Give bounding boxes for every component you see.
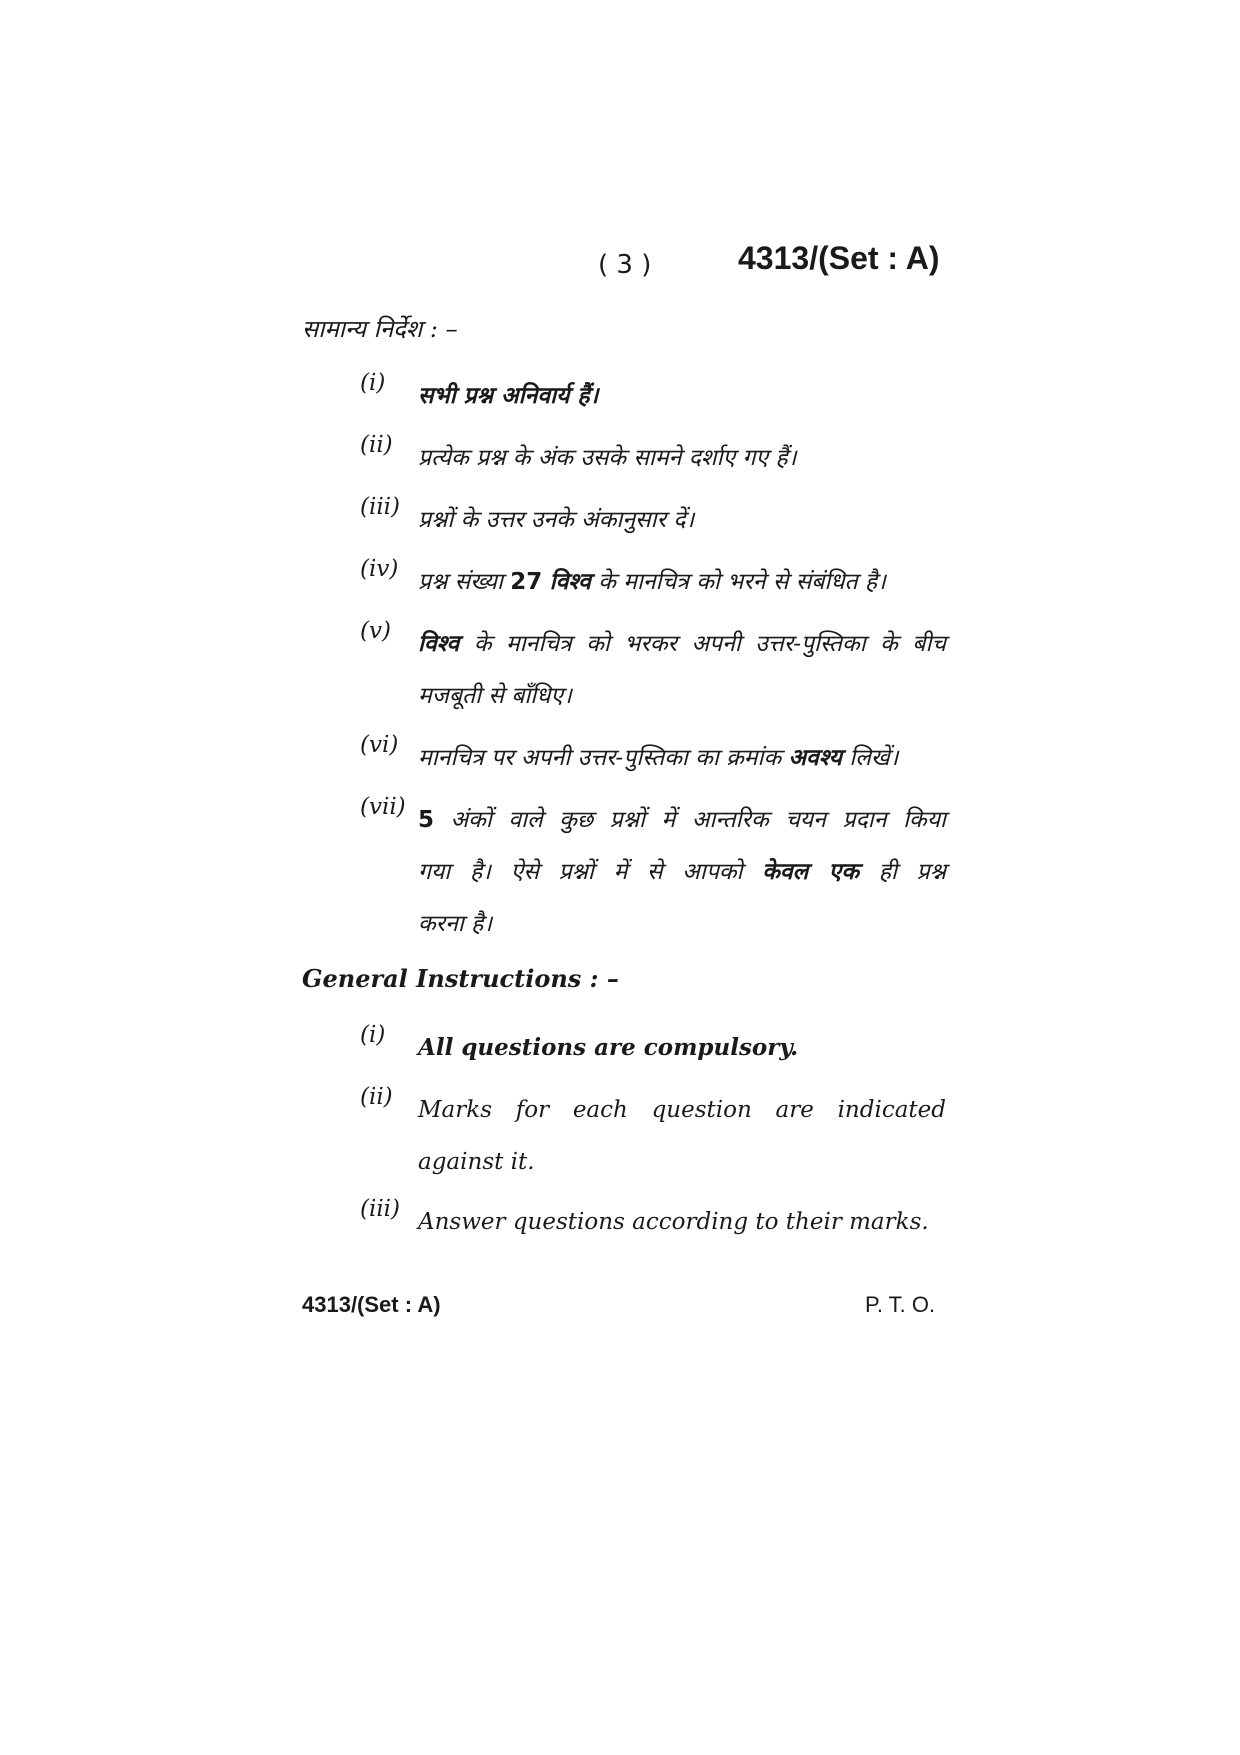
hindi-instructions-heading: सामान्य निर्देश : – <box>302 315 458 343</box>
item-text: विश्व के मानचित्र को भरकर अपनी उत्तर-पुस्तिका के बीच मजबूती से बाँधिए। <box>418 630 947 709</box>
page-number: ( 3 ) <box>598 250 652 280</box>
item-text: सभी प्रश्न अनिवार्य हैं। <box>418 382 599 409</box>
item-number: (iv) <box>360 556 399 582</box>
item-text: Marks for each question are indicated against it. <box>418 1097 946 1175</box>
please-turn-over: P. T. O. <box>865 1292 936 1317</box>
item-text: प्रत्येक प्रश्न के अंक उसके सामने दर्शाए गए हैं। <box>418 445 797 471</box>
item-text: प्रश्न संख्या 27 विश्व के मानचित्र को भरने से संबंधित है। <box>418 568 886 595</box>
item-number: (v) <box>360 618 391 644</box>
english-instructions-heading: General Instructions : – <box>302 964 619 993</box>
item-text: Answer questions according to their marks. <box>418 1209 929 1235</box>
item-number: (vii) <box>360 794 406 820</box>
item-number: (iii) <box>360 494 401 520</box>
item-number: (iii) <box>360 1196 401 1222</box>
item-number: (i) <box>360 370 386 396</box>
item-text: All questions are compulsory. <box>418 1034 799 1061</box>
item-number: (i) <box>360 1022 386 1048</box>
item-text: प्रश्नों के उत्तर उनके अंकानुसार दें। <box>418 507 695 533</box>
paper-code-footer: 4313/(Set : A) <box>302 1292 441 1317</box>
item-text: मानचित्र पर अपनी उत्तर-पुस्तिका का क्रमांक अवश्य लिखें। <box>418 744 899 771</box>
paper-code-header: 4313/(Set : A) <box>738 240 940 276</box>
item-number: (ii) <box>360 432 393 458</box>
item-number: (vi) <box>360 732 399 758</box>
item-number: (ii) <box>360 1084 393 1110</box>
item-text: 5 अंकों वाले कुछ प्रश्नों में आन्तरिक चयन प्रदान किया गया है। ऐसे प्रश्नों में से आपको केवल एक ही प्रश्न करना है। <box>418 807 947 937</box>
